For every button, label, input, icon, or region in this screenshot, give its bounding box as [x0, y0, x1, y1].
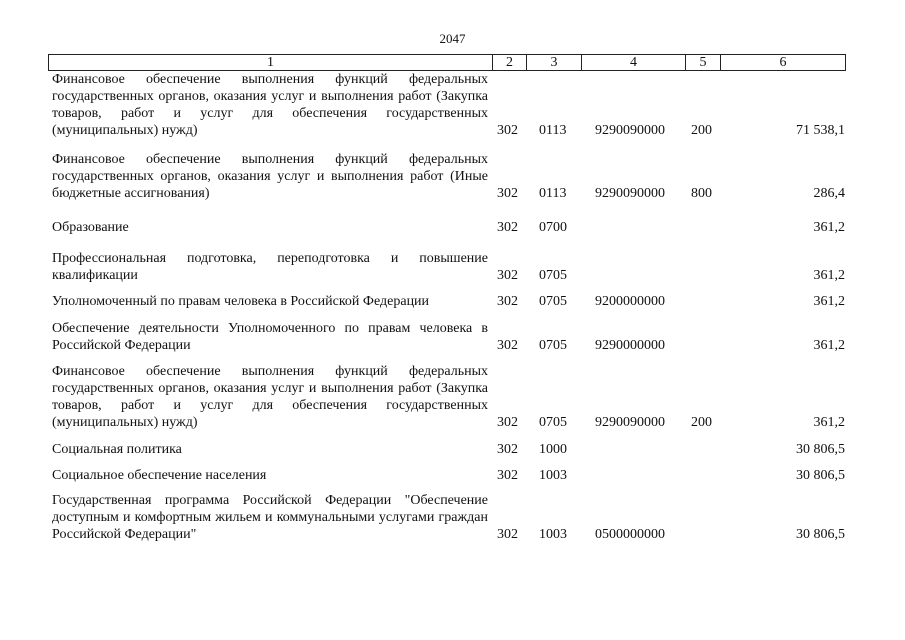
cell-amount: 361,2	[813, 268, 845, 283]
cell-amount: 361,2	[813, 338, 845, 353]
cell-amount: 361,2	[813, 294, 845, 309]
cell-ministry: 302	[497, 220, 518, 235]
cell-section: 1003	[539, 527, 567, 542]
cell-ministry: 302	[497, 442, 518, 457]
cell-ministry: 302	[497, 268, 518, 283]
cell-target: 9290090000	[595, 415, 665, 430]
row-description: Социальное обеспечение населения	[52, 468, 267, 483]
cell-target: 9290090000	[595, 186, 665, 201]
cell-target: 9290090000	[595, 123, 665, 138]
header-col-6: 6	[720, 55, 845, 70]
cell-section: 0705	[539, 338, 567, 353]
page-number: 2047	[439, 31, 466, 46]
cell-amount: 30 806,5	[796, 442, 845, 457]
table-header	[48, 54, 846, 71]
cell-ministry: 302	[497, 468, 518, 483]
row-description: Социальная политика	[52, 442, 182, 457]
cell-amount: 30 806,5	[796, 527, 845, 542]
row-description: Обеспечение деятельности Уполномоченного по правам человека в Российской Федерации	[52, 321, 488, 353]
row-description: Уполномоченный по правам человека в Российской Федерации	[52, 294, 430, 309]
header-col-4: 4	[581, 55, 685, 70]
cell-expense-type: 200	[691, 123, 712, 138]
cell-amount: 361,2	[813, 220, 845, 235]
cell-ministry: 302	[497, 294, 518, 309]
cell-section: 0705	[539, 268, 567, 283]
cell-target: 9200000000	[595, 294, 665, 309]
cell-section: 0705	[539, 415, 567, 430]
cell-section: 0113	[539, 123, 567, 138]
cell-ministry: 302	[497, 338, 518, 353]
cell-section: 0705	[539, 294, 567, 309]
cell-target: 9290000000	[595, 338, 665, 353]
row-description: Финансовое обеспечение выполнения функций федеральных государственных органов, оказания услуг и выполнения работ (Иные бюджетные ассигнования)	[52, 152, 488, 201]
row-description: Профессиональная подготовка, переподготовка и повышение квалификации	[52, 251, 488, 283]
cell-section: 0700	[539, 220, 567, 235]
row-description: Образование	[52, 220, 129, 235]
cell-target: 0500000000	[595, 527, 665, 542]
cell-section: 1003	[539, 468, 567, 483]
cell-ministry: 302	[497, 186, 518, 201]
row-description: Финансовое обеспечение выполнения функций федеральных государственных органов, оказания услуг и выполнения работ (Закупка товаров, работ и услуг для обеспечения государственных (муниципальных) нужд)	[52, 72, 488, 138]
cell-amount: 361,2	[813, 415, 845, 430]
cell-ministry: 302	[497, 415, 518, 430]
cell-ministry: 302	[497, 527, 518, 542]
row-description: Государственная программа Российской Федерации "Обеспечение доступным и комфортным жильем и коммунальными услугами граждан Российской Федерации"	[52, 493, 488, 542]
cell-amount: 71 538,1	[796, 123, 845, 138]
cell-amount: 30 806,5	[796, 468, 845, 483]
header-col-1: 1	[267, 55, 274, 70]
cell-section: 1000	[539, 442, 567, 457]
header-col-3: 3	[526, 55, 581, 70]
row-description: Финансовое обеспечение выполнения функций федеральных государственных органов, оказания услуг и выполнения работ (Закупка товаров, работ и услуг для обеспечения государственных (муниципальных) нужд)	[52, 364, 488, 430]
header-col-2: 2	[492, 55, 526, 70]
cell-expense-type: 200	[691, 415, 712, 430]
cell-amount: 286,4	[813, 186, 845, 201]
cell-section: 0113	[539, 186, 567, 201]
cell-expense-type: 800	[691, 186, 712, 201]
cell-ministry: 302	[497, 123, 518, 138]
header-col-5: 5	[685, 55, 720, 70]
